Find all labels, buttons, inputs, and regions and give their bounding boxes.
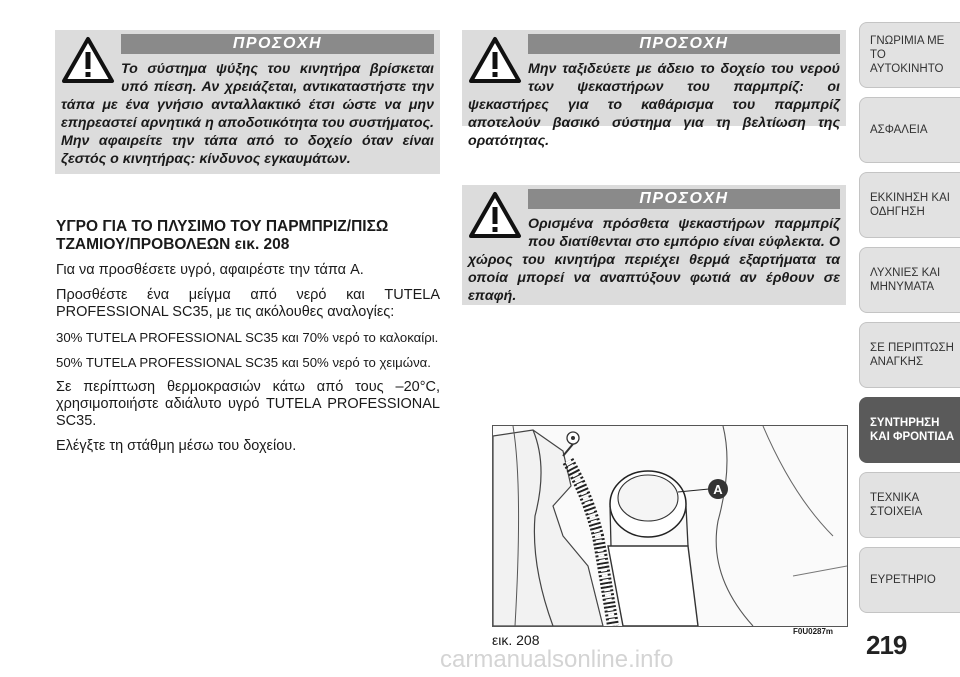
warning-box-washer-empty <box>462 30 846 149</box>
chapter-tab-label: ΤΕΧΝΙΚΑ ΣΤΟΙΧΕΙΑ <box>870 492 923 518</box>
paragraph: Προσθέστε ένα μείγμα από νερό και TUTELA PROFESSIONAL SC35, με τις ακόλουθες αναλογίες: <box>56 287 440 320</box>
chapter-tab-label: ΣΥΝΤΗΡΗΣΗ ΚΑΙ ΦΡΟΝΤΙΔΑ <box>870 417 955 443</box>
figure-caption: εικ. 208 <box>492 632 540 648</box>
chapter-tab-safety[interactable] <box>859 97 960 163</box>
chapter-tab-maintenance[interactable] <box>859 397 960 463</box>
figure-code: F0U0287m <box>793 627 834 636</box>
chapter-tab-getting-to-know[interactable] <box>859 22 960 88</box>
paragraph: Ελέγξτε τη στάθμη μέσω του δοχείου. <box>56 438 297 454</box>
warning-title: ΠΡΟΣΟΧΗ <box>121 34 434 54</box>
warning-text: Ορισμένα πρόσθετα ψεκαστήρων παρμπρίζ που διατίθενται στο εμπόριο είναι εύφλεκτα. Ο χώρος του κινητήρα περιέχει θερμά εξαρτήματα τα οποία μπορεί να αναπτύξουν φωτιά αν έρθουν σε επαφή. <box>468 216 840 304</box>
warning-text: Μην ταξιδεύετε με άδειο το δοχείο του νερού των ψεκαστήρων του παρμπρίζ: οι ψεκαστήρες για το καθάρισμα του παρμπρίζ αποτελούν βασικό σύστημα για τη βελτίωση της ορατότητας. <box>468 61 840 149</box>
chapter-tab-warning-lights[interactable] <box>859 247 960 313</box>
chapter-tabs <box>859 22 960 622</box>
callout-label-a: A <box>713 482 723 497</box>
washer-reservoir-illustration <box>493 426 847 626</box>
chapter-tab-label: ΑΣΦΑΛΕΙΑ <box>870 124 928 136</box>
warning-title: ΠΡΟΣΟΧΗ <box>528 34 840 54</box>
section-heading: ΥΓΡΟ ΓΙΑ ΤΟ ΠΛΥΣΙΜΟ ΤΟΥ ΠΑΡΜΠΡΙΖ/ΠΙΣΩ ΤΖΑΜΙΟΥ/ΠΡΟΒΟΛΕΩΝ εικ. 208 <box>56 218 389 253</box>
page-number: 219 <box>866 630 907 660</box>
chapter-tab-starting-driving[interactable] <box>859 172 960 238</box>
warning-text: Το σύστημα ψύξης του κινητήρα βρίσκεται υπό πίεση. Αν χρειάζεται, αντικαταστήστε την τάπα με ένα γνήσιο ανταλλακτικό έτσι ώστε να μην επηρεαστεί αρνητικά η αποδοτικότητα του συστήματος. Μην αφαιρείτε την τάπα από το δοχείο όταν είναι ζεστός ο κινητήρας: κίνδυνος εγκαυμάτων. <box>61 61 434 167</box>
chapter-tab-label: ΕΚΚΙΝΗΣΗ ΚΑΙ ΟΔΗΓΗΣΗ <box>870 192 950 218</box>
warning-box-cooling <box>55 30 440 174</box>
chapter-tab-label: ΕΥΡΕΤΗΡΙΟ <box>870 574 936 586</box>
chapter-tab-emergency[interactable] <box>859 322 960 388</box>
figure-208-illustration <box>492 425 848 627</box>
chapter-tab-index[interactable] <box>859 547 960 613</box>
paragraph: Σε περίπτωση θερμοκρασιών κάτω από τους –20°C, χρησιμοποιήστε αδιάλυτο υγρό TUTELA PROFESSIONAL SC35. <box>56 379 440 429</box>
washer-fluid-section <box>56 218 440 463</box>
chapter-tab-label: ΛΥΧΝΙΕΣ ΚΑΙ ΜΗΝΥΜΑΤΑ <box>870 267 941 293</box>
chapter-tab-technical-data[interactable] <box>859 472 960 538</box>
paragraph: Για να προσθέσετε υγρό, αφαιρέστε την τάπα A. <box>56 262 364 278</box>
warning-box-flammable <box>462 185 846 305</box>
warning-title: ΠΡΟΣΟΧΗ <box>528 189 840 209</box>
watermark: carmanualsonline.info <box>440 646 674 673</box>
chapter-tab-label: ΓΝΩΡΙΜΙΑ ΜΕ ΤΟ ΑΥΤΟΚΙΝΗΤΟ <box>870 35 945 75</box>
paragraph: 50% TUTELA PROFESSIONAL SC35 και 50% νερό το χειμώνα. <box>56 355 431 370</box>
chapter-tab-label: ΣΕ ΠΕΡΙΠΤΩΣΗ ΑΝΑΓΚΗΣ <box>870 342 954 368</box>
paragraph: 30% TUTELA PROFESSIONAL SC35 και 70% νερό το καλοκαίρι. <box>56 330 439 345</box>
